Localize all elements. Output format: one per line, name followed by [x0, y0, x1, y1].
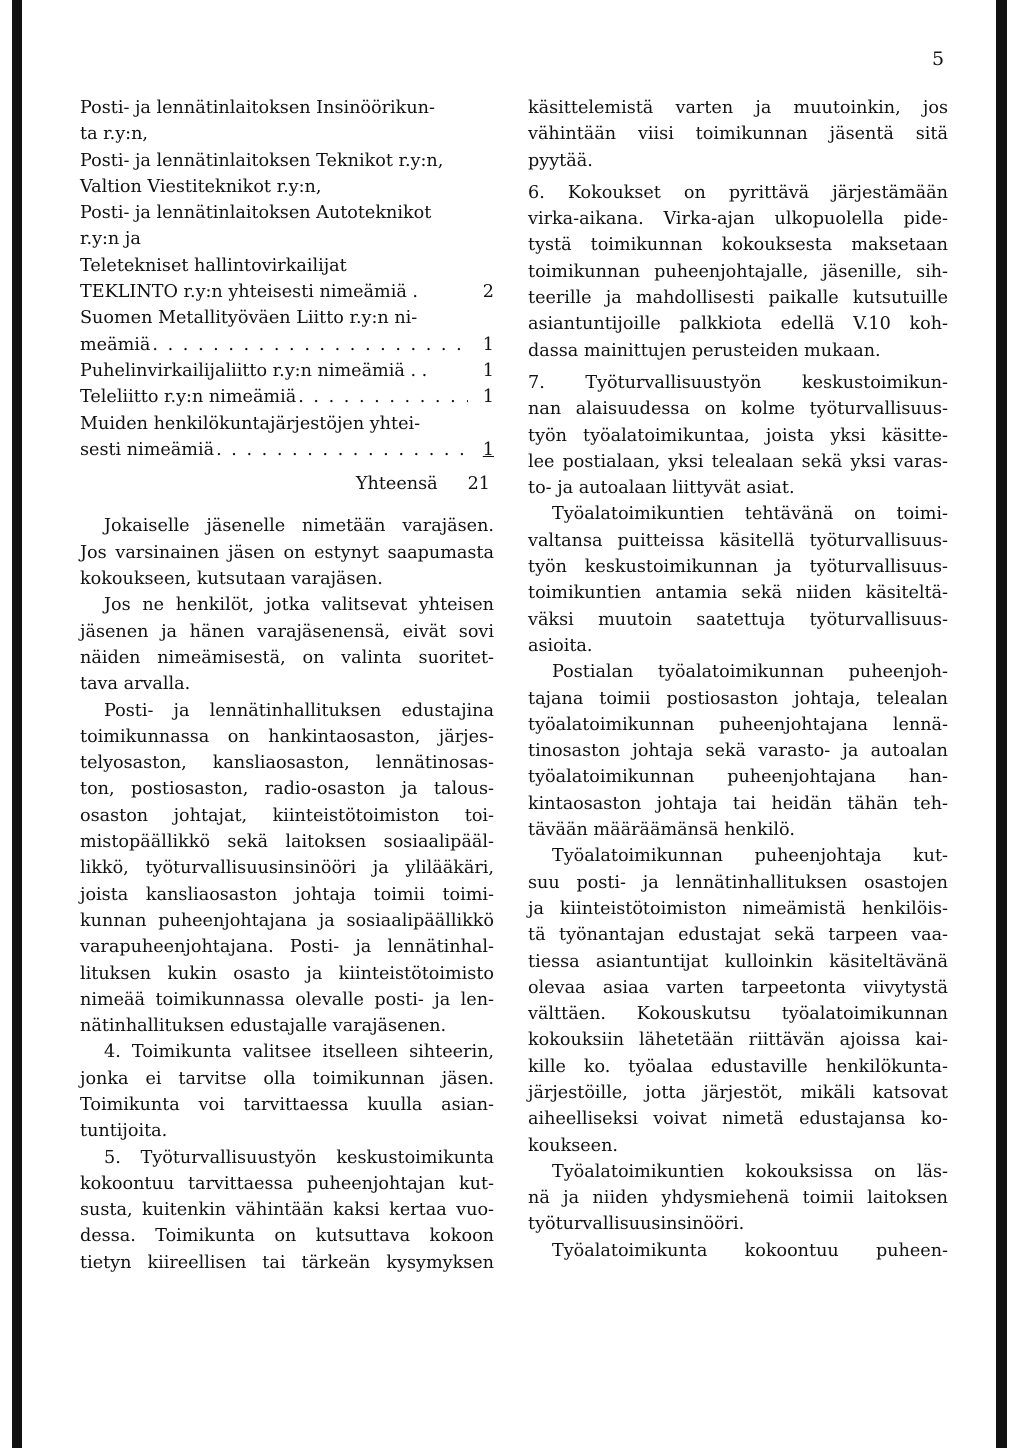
member-count-list	[80, 279, 494, 463]
scan-border-right	[996, 0, 1007, 1448]
text-line: ta r.y:n,	[80, 124, 149, 145]
text-line: kokoukseen, kutsutaan varajäsen.	[80, 569, 383, 590]
text-line: toimikuntien antamia sekä niiden käsiteltä-	[528, 583, 948, 604]
total-value: 21	[467, 474, 490, 495]
text-line: 5. Työturvallisuustyön keskustoimikunta	[104, 1147, 494, 1168]
member-count: 2	[482, 282, 494, 303]
member-row	[80, 332, 494, 358]
text-line: ton, postiosaston, radio-osaston ja talous-	[80, 779, 494, 800]
text-line: Jos ne henkilöt, jotka valitsevat yhteisen	[104, 595, 494, 616]
text-line: kille ko. työalaa edustaville henkilökunta-	[528, 1056, 948, 1077]
text-line: kintaosaston johtaja tai heidän tähän teh-	[528, 793, 948, 814]
text-line: olevaa asiaa varten tarpeetonta viivytystä	[528, 977, 948, 998]
text-line: Työalatoimikunnan puheenjohtaja kut-	[552, 846, 948, 867]
member-count: 1	[482, 387, 494, 408]
member-label: sesti nimeämiä	[80, 439, 215, 460]
dot-leader	[152, 332, 468, 358]
text-line: aiheelliseksi voivat nimetä edustajansa ko-	[528, 1109, 948, 1130]
text-line: väksi muutoin saatettuja työturvallisuus-	[528, 609, 948, 630]
text-line: järjestöille, jotta järjestöt, mikäli katsovat	[528, 1082, 948, 1103]
text-line: tinosaston johtaja sekä varasto- ja autoalan	[528, 741, 948, 762]
member-label: Suomen Metallityöväen Liitto r.y:n ni-	[80, 308, 418, 329]
member-row	[80, 437, 494, 463]
member-label: TEKLINTO r.y:n yhteisesti nimeämiä .	[80, 282, 419, 303]
text-line: Työalatoimikuntien kokouksissa on läs-	[552, 1161, 948, 1182]
text-line: Posti- ja lennätinlaitoksen Teknikot r.y:n,	[80, 150, 444, 171]
text-line: dassa mainittujen perusteiden mukaan.	[528, 340, 881, 361]
text-line: näiden nimeämisestä, on valinta suoritet-	[80, 647, 494, 668]
member-row	[80, 279, 494, 305]
text-line: tietyn kiireellisen tai tärkeän kysymyksen	[80, 1252, 494, 1273]
text-line: koukseen.	[528, 1135, 619, 1156]
text-line: Posti- ja lennätinhallituksen edustajina	[104, 700, 494, 721]
text-line: Työalatoimikunta kokoontuu puheen-	[552, 1240, 948, 1261]
left-column	[80, 95, 494, 1276]
text-line: tava arvalla.	[80, 674, 191, 695]
text-line: to- ja autoalaan liittyvät asiat.	[528, 478, 795, 499]
text-line: Teletekniset hallintovirkailijat	[80, 255, 347, 276]
page-number: 5	[932, 48, 945, 70]
text-line: toimikunnan puheenjohtajalle, jäsenille, sih-	[528, 261, 948, 282]
text-line: käsittelemistä varten ja muutoinkin, jos	[528, 98, 948, 118]
text-line: susta, kuitenkin vähintään kaksi kertaa vuo-	[80, 1200, 494, 1221]
text-line: vähintään viisi toimikunnan jäsentä sitä	[528, 124, 948, 145]
text-line: tuntijoita.	[80, 1121, 168, 1142]
text-line: jonka ei tarvitse olla toimikunnan jäsen.	[80, 1068, 494, 1089]
text-line: välttäen. Kokouskutsu työalatoimikunnan	[528, 1004, 948, 1025]
text-line: osaston johtajat, kiinteistötoimiston toi-	[80, 805, 494, 826]
text-line: työn keskustoimikunnan ja työturvallisuus-	[528, 557, 948, 578]
text-line: kunnan puheenjohtajana ja sosiaalipäällikkö	[80, 910, 494, 931]
text-line: virka-aikana. Virka-ajan ulkopuolella pide-	[528, 209, 948, 230]
text-line: työalatoimikunnan puheenjohtajana lennä-	[528, 714, 948, 735]
text-line: joista kansliaosaston johtaja toimii toimi-	[80, 884, 494, 905]
text-line: tävään määräämänsä henkilö.	[528, 820, 795, 841]
text-line: Valtion Viestiteknikot r.y:n,	[80, 176, 322, 197]
text-line: tajana toimii postiosaston johtaja, telealan	[528, 688, 948, 709]
total-row	[80, 471, 494, 497]
text-line: Posti- ja lennätinlaitoksen Insinöörikun-	[80, 98, 435, 118]
text-line: ja kiinteistötoimiston nimeämistä henkilöis-	[528, 898, 948, 919]
text-line: Toimikunta voi tarvittaessa kuulla asian-	[80, 1094, 494, 1115]
text-line: r.y:n ja	[80, 229, 141, 250]
member-row	[80, 411, 494, 437]
text-line: teerille ja mahdollisesti paikalle kutsutuille	[528, 288, 948, 309]
text-line: varapuheenjohtajana. Posti- ja lennätinhal-	[80, 937, 494, 958]
text-line: työturvallisuusinsinööri.	[528, 1214, 745, 1235]
dot-leader	[216, 437, 468, 463]
text-line: tystä toimikunnan kokouksesta maksetaan	[528, 235, 948, 256]
text-line: likkö, työturvallisuusinsinööri ja ylilääkäri,	[80, 858, 494, 879]
text-line: kokoontuu tarvittaessa puheenjohtajan kut-	[80, 1173, 494, 1194]
member-label: meämiä	[80, 334, 151, 355]
text-line: suu posti- ja lennätinhallituksen osastojen	[528, 872, 948, 893]
text-line: tä työnantajan edustajat sekä tarpeen vaa-	[528, 925, 948, 946]
text-line: nan alaisuudessa on kolme työturvallisuus-	[528, 399, 948, 420]
text-line: Jokaiselle jäsenelle nimetään varajäsen.	[104, 516, 494, 537]
text-line: 4. Toimikunta valitsee itselleen sihteerin,	[104, 1042, 494, 1063]
right-column	[528, 95, 948, 1264]
text-line: tiessa asiantuntijat kulloinkin käsiteltävänä	[528, 951, 948, 972]
text-line: dessa. Toimikunta on kutsuttava kokoon	[80, 1226, 494, 1247]
member-row	[80, 384, 494, 410]
member-count: 1	[482, 439, 494, 460]
text-line: pyytää.	[528, 150, 593, 171]
text-line: 7. Työturvallisuustyön keskustoimikun-	[528, 372, 948, 393]
text-line: Postialan työalatoimikunnan puheenjoh-	[552, 662, 948, 683]
text-line: toimikunnassa on hankintaosaston, järjes-	[80, 726, 494, 747]
member-label: Puhelinvirkailijaliitto r.y:n nimeämiä . .	[80, 360, 428, 381]
text-line: Posti- ja lennätinlaitoksen Autoteknikot	[80, 203, 432, 224]
text-line: nä ja niiden yhdysmiehenä toimii laitoksen	[528, 1188, 948, 1209]
member-label: Teleliitto r.y:n nimeämiä	[80, 387, 297, 408]
member-count: 1	[482, 360, 494, 381]
text-line: Työalatoimikuntien tehtävänä on toimi-	[552, 504, 948, 525]
text-line: asioita.	[528, 635, 593, 656]
text-line: jäsenen ja hänen varajäsenensä, eivät sovi	[80, 621, 494, 642]
text-line: lituksen kukin osasto ja kiinteistötoimisto	[80, 963, 494, 984]
text-line: työalatoimikunnan puheenjohtajana han-	[528, 767, 948, 788]
text-line: telyosaston, kansliaosaston, lennätinosas-	[80, 753, 494, 774]
text-line: valtansa puitteissa käsitellä työturvallisuus-	[528, 530, 948, 551]
text-line: nimeää toimikunnassa olevalle posti- ja len-	[80, 989, 494, 1010]
text-line: Jos varsinainen jäsen on estynyt saapumasta	[80, 542, 494, 563]
member-label: Muiden henkilökuntajärjestöjen yhtei-	[80, 413, 421, 434]
member-row	[80, 358, 494, 384]
scan-border-left	[12, 0, 22, 1448]
members-intro	[80, 95, 494, 279]
text-line: työn työalatoimikuntaa, joista yksi käsitte-	[528, 425, 948, 446]
text-line: kokouksiin lähetetään riittävän ajoissa kai-	[528, 1030, 948, 1051]
member-count: 1	[482, 334, 494, 355]
text-line: 6. Kokoukset on pyrittävä järjestämään	[528, 182, 948, 203]
text-line: asiantuntijoille palkkiota edellä V.10 koh-	[528, 314, 948, 335]
member-row	[80, 305, 494, 331]
text-line: lee postialaan, yksi telealaan sekä yksi varas-	[528, 451, 948, 472]
dot-leader	[298, 384, 468, 410]
text-line: nätinhallituksen edustajalle varajäsenen.	[80, 1016, 447, 1037]
total-label: Yhteensä	[355, 474, 438, 495]
body-text-left	[80, 513, 494, 1276]
text-line: mistopäällikkö sekä laitoksen sosiaalipääl-	[80, 832, 494, 853]
